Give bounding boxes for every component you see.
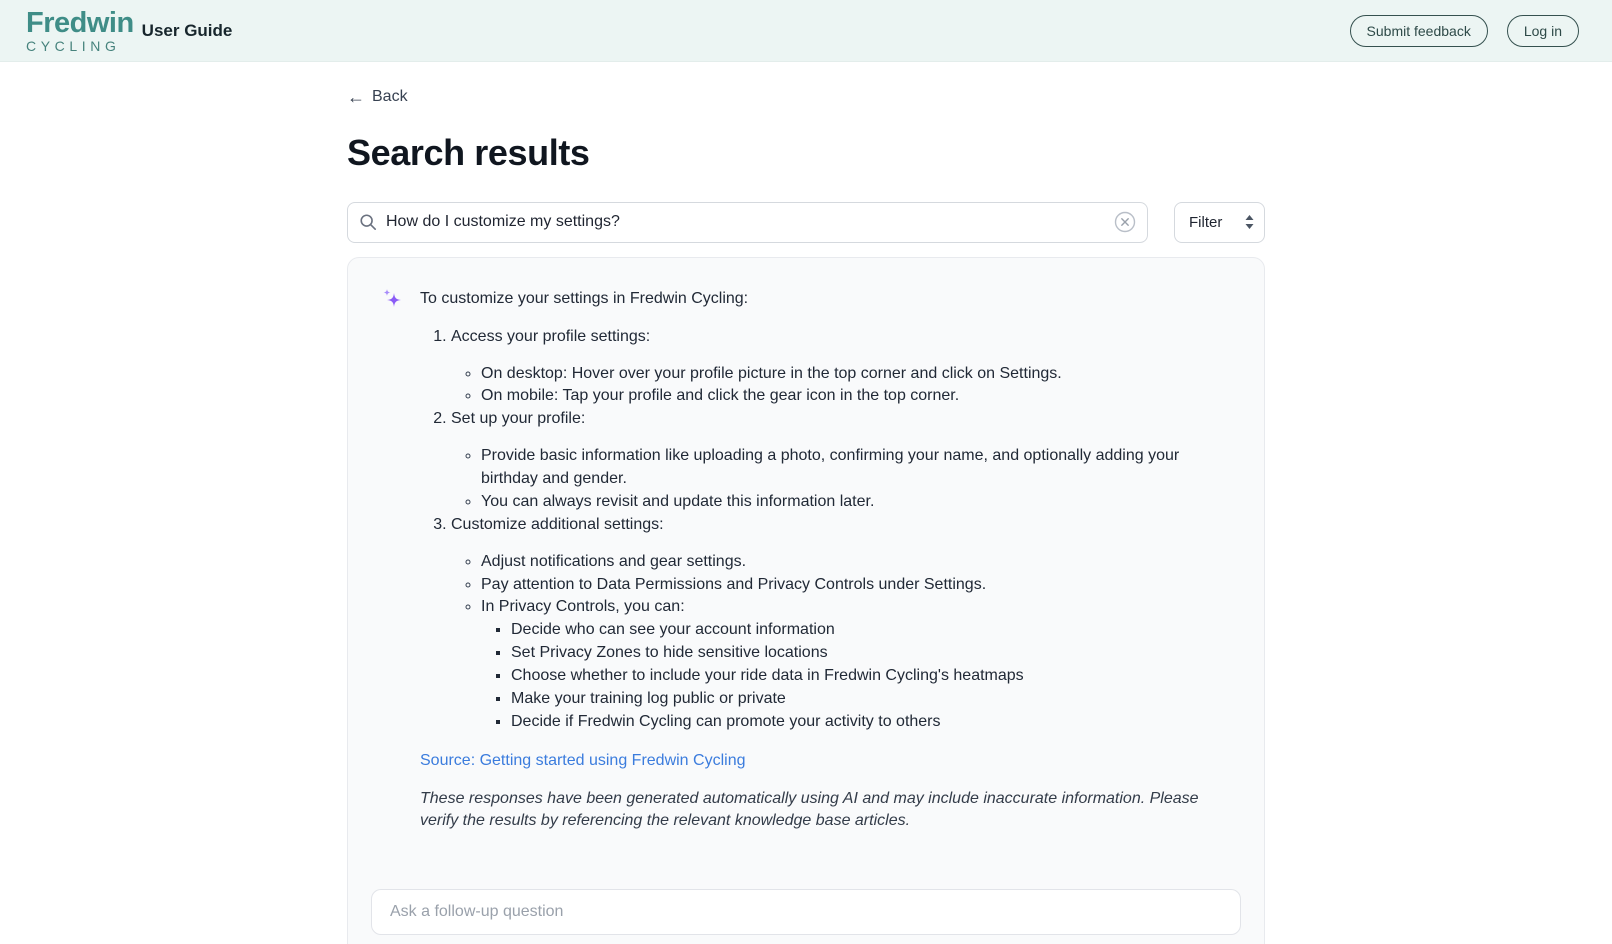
bullet-text: Decide if Fredwin Cycling can promote your activity to others xyxy=(511,712,941,730)
bullet-text: You can always revisit and update this information later. xyxy=(481,492,875,510)
bullet-text: Decide who can see your account information xyxy=(511,621,835,639)
logo-subtitle: CYCLING xyxy=(26,37,121,54)
list-item xyxy=(481,445,1231,491)
clear-circle-x-icon xyxy=(1114,211,1136,233)
followup-section xyxy=(371,889,1241,935)
list-item xyxy=(451,326,1231,409)
list-item xyxy=(451,514,1231,734)
list-item xyxy=(481,491,1231,514)
ai-answer xyxy=(381,288,1231,834)
bullet-text: On mobile: Tap your profile and click the gear icon in the top corner. xyxy=(481,387,960,405)
main-content xyxy=(347,62,1265,944)
list-item xyxy=(481,574,1231,597)
back-arrow-icon: ← xyxy=(347,87,365,108)
list-item xyxy=(481,596,1231,733)
bullet-text: Provide basic information like uploading a photo, confirming your name, and optionally adding your birthday and gender. xyxy=(481,447,1180,488)
page-title: Search results xyxy=(347,132,590,174)
list-item xyxy=(481,385,1231,408)
step-title: 2. Set up your profile: xyxy=(451,410,586,428)
select-stepper-icon xyxy=(1245,215,1254,229)
followup-question-input[interactable] xyxy=(371,889,1241,935)
step-bullets xyxy=(451,445,1231,514)
fredwin-cycling-logo[interactable] xyxy=(26,6,134,54)
back-label: Back xyxy=(372,88,408,105)
filter-label: Filter xyxy=(1189,213,1223,231)
bullet-text: On desktop: Hover over your profile picture in the top corner and click on Settings. xyxy=(481,364,1062,382)
answer-intro: To customize your settings in Fredwin Cycling: xyxy=(420,289,749,307)
search-input[interactable] xyxy=(347,202,1148,243)
app-title: User Guide xyxy=(141,21,233,41)
list-item xyxy=(511,711,1231,734)
source-link[interactable]: Source: Getting started using Fredwin Cycling xyxy=(420,751,746,769)
filter-dropdown[interactable] xyxy=(1174,202,1265,243)
search-box xyxy=(347,202,1148,243)
bullet-text: Pay attention to Data Permissions and Privacy Controls under Settings. xyxy=(481,575,987,593)
submit-feedback-button[interactable]: Submit feedback xyxy=(1350,15,1488,47)
bullet-text: Set Privacy Zones to hide sensitive locations xyxy=(511,644,828,662)
clear-search-button[interactable] xyxy=(1114,211,1136,233)
ai-sparkle-icon xyxy=(381,288,405,312)
bullet-text: In Privacy Controls, you can: xyxy=(481,598,685,616)
search-row xyxy=(347,202,1265,243)
login-button[interactable]: Log in xyxy=(1507,15,1579,47)
logo-wordmark: Fredwin xyxy=(26,6,134,39)
bullet-text: Adjust notifications and gear settings. xyxy=(481,552,747,570)
ai-disclaimer: These responses have been generated automatically using AI and may include inaccurate information. Please verify the results by referencing the relevant knowledge base articles. xyxy=(420,789,1199,830)
app-header xyxy=(0,0,1612,62)
answer-steps-list xyxy=(420,326,1231,734)
step-title: 3. Customize additional settings: xyxy=(451,515,664,533)
bullet-text: Choose whether to include your ride data in Fredwin Cycling's heatmaps xyxy=(511,667,1024,685)
privacy-controls-list xyxy=(481,619,1231,733)
search-icon xyxy=(359,213,377,231)
ai-answer-card xyxy=(347,257,1265,944)
list-item xyxy=(511,642,1231,665)
list-item xyxy=(511,688,1231,711)
list-item xyxy=(481,551,1231,574)
step-bullets xyxy=(451,363,1231,409)
back-link[interactable] xyxy=(347,86,408,109)
list-item xyxy=(451,408,1231,514)
step-title: 1. Access your profile settings: xyxy=(451,327,651,345)
list-item xyxy=(481,363,1231,386)
list-item xyxy=(511,665,1231,688)
list-item xyxy=(511,619,1231,642)
bullet-text: Make your training log public or private xyxy=(511,689,786,707)
step-bullets xyxy=(451,551,1231,734)
